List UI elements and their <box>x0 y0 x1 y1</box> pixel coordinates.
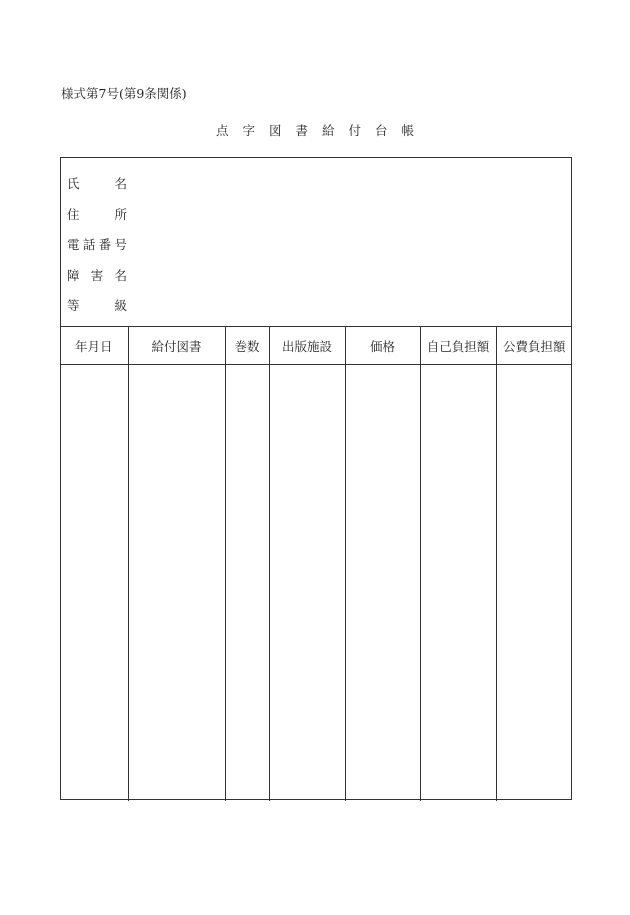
column-header-publisher: 出版施設 <box>269 327 345 365</box>
ledger-form <box>60 157 572 800</box>
field-label-char: 氏 <box>67 176 80 191</box>
document-title: 点字図書給付台帳 <box>215 123 428 138</box>
field-label-char: 電 <box>67 237 80 252</box>
field-name <box>67 174 127 192</box>
field-label-char: 害 <box>90 268 104 283</box>
column-header-price: 価格 <box>345 327 420 365</box>
field-grade <box>67 296 127 314</box>
table-cell <box>345 365 420 802</box>
form-number: 様式第7号(第9条関係) <box>61 86 187 101</box>
ledger-table <box>60 326 572 801</box>
field-label-char: 話 <box>82 237 96 252</box>
field-address <box>67 205 127 223</box>
field-label-char: 所 <box>114 207 127 222</box>
field-label-char: 号 <box>114 237 127 252</box>
column-header-volumes: 巻数 <box>225 327 269 365</box>
column-header-self-pay: 自己負担額 <box>420 327 496 365</box>
field-label-char: 障 <box>67 268 80 283</box>
table-cell <box>128 365 225 802</box>
field-label-char: 名 <box>114 268 127 283</box>
table-cell <box>225 365 269 802</box>
table-body-row <box>60 365 572 802</box>
field-disability <box>67 266 127 284</box>
table-cell <box>60 365 128 802</box>
column-header-public-pay: 公費負担額 <box>496 327 572 365</box>
table-cell <box>420 365 496 802</box>
field-label-char: 級 <box>114 298 127 313</box>
table-cell <box>269 365 345 802</box>
table-cell <box>496 365 572 802</box>
table-header-row <box>60 327 572 365</box>
column-header-book: 給付図書 <box>128 327 225 365</box>
field-label-char: 番 <box>98 237 112 252</box>
field-label-char: 住 <box>67 207 80 222</box>
field-label-char: 名 <box>114 176 127 191</box>
applicant-info <box>61 158 571 326</box>
field-label-char: 等 <box>67 298 80 313</box>
column-header-date: 年月日 <box>60 327 128 365</box>
field-phone <box>67 235 127 253</box>
